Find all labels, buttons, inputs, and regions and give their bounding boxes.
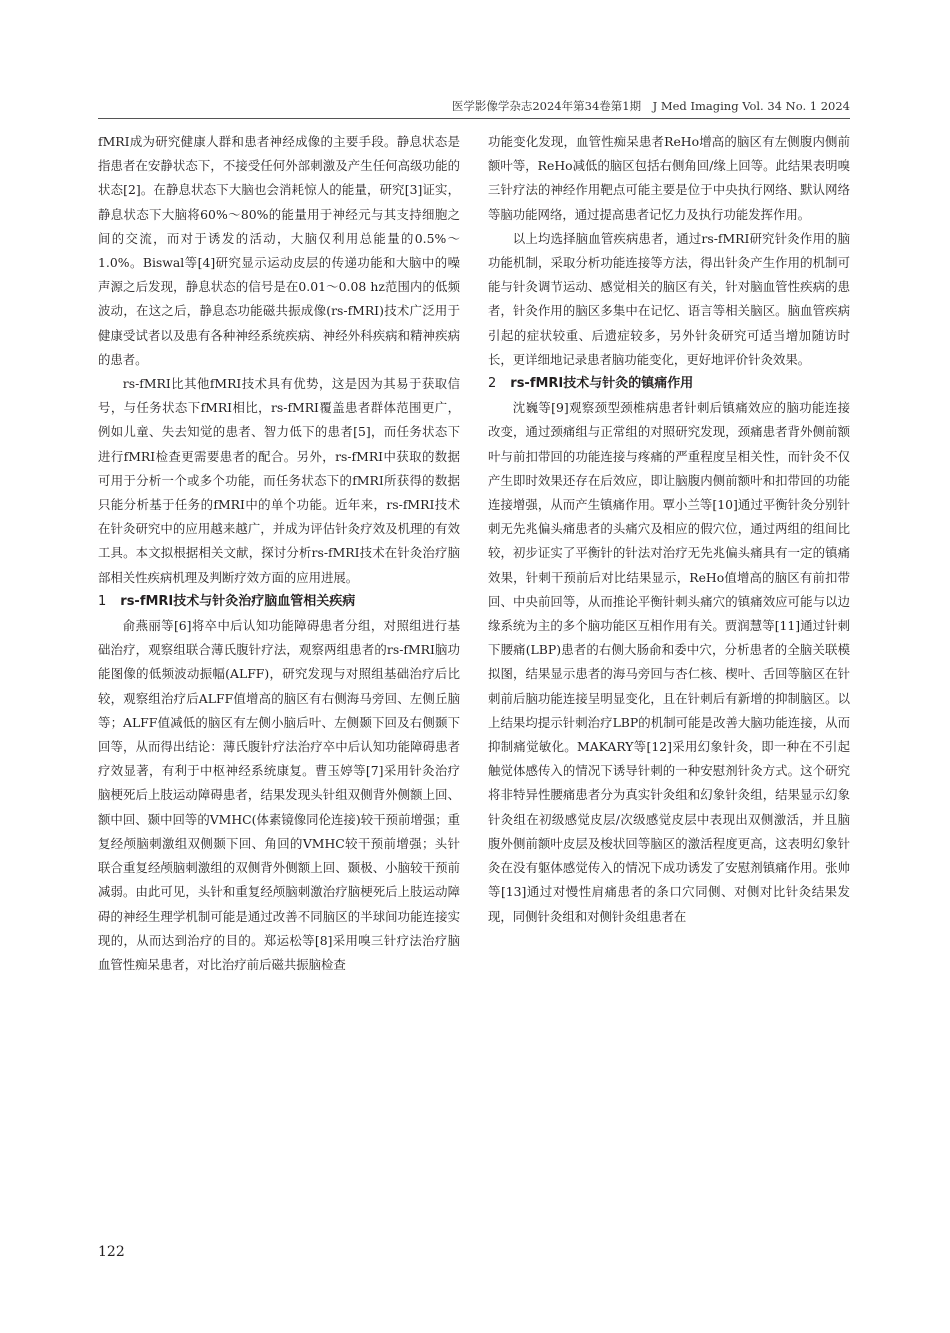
header-rule — [98, 118, 850, 119]
paragraph-left-1: fMRI成为研究健康人群和患者神经成像的主要手段。静息状态是指患者在安静状态下，不接受任何外部刺激及产生任何高级功能的状态[2]。在静息状态下大脑也会消耗惊人的能量，研究[3]证实，静息状态下大脑将60%～80%的能量用于神经元与其支持细胞之间的交流，而对于诱发的活动，大脑仅利用总能量的0.5%～1.0%。Biswal等[4]研究显示运动皮层的传递功能和大脑中的噪声源之后发现，静息状态的信号是在0.01～0.08 hz范围内的低频波动，在这之后，静息态功能磁共振成像(rs-fMRI)技术广泛用于健康受试者以及患有各种神经系统疾病、神经外科疾病和精神疾病的患者。 — [98, 134, 460, 367]
section-heading-1 — [98, 590, 460, 614]
left-column — [98, 130, 460, 977]
section-number: 1 — [98, 593, 107, 609]
page-number: 122 — [98, 1244, 125, 1260]
section-title: rs-fMRI技术与针灸的镇痛作用 — [510, 376, 694, 392]
paragraph-right-2: 以上均选择脑血管疾病患者，通过rs-fMRI研究针灸作用的脑功能机制，采取分析功能连接等方法，得出针灸产生作用的机制可能与针灸调节运动、感觉相关的脑区有关，针对脑血管性疾病的患者，针灸作用的脑区多集中在记忆、语言等相关脑区。脑血管疾病引起的症状较重、后遗症较多，另外针灸研究可适当增加随访时长，更详细地记录患者脑功能变化，更好地评价针灸效果。 — [488, 230, 850, 367]
section-number: 2 — [488, 376, 497, 392]
paragraph-left-3: 俞燕丽等[6]将卒中后认知功能障碍患者分组，对照组进行基础治疗，观察组联合薄氏腹针疗法，观察两组患者的rs-fMRI脑功能图像的低频波动振幅(ALFF)，研究发现与对照组基础治疗后比较，观察组治疗后ALFF值增高的脑区有右侧海马旁回、左侧丘脑等；ALFF值减低的脑区有左侧小脑后叶、左侧颞下回及右侧颞下回等，从而得出结论：薄氏腹针疗法治疗卒中后认知功能障碍患者疗效显著，有利于中枢神经系统康复。曹玉婷等[7]采用针灸治疗脑梗死后上肢运动障碍患者，结果发现头针组双侧背外侧额上回、额中回、颞中回等的VMHC(体素镜像同伦连接)较干预前增强；重复经颅脑刺激组双侧颞下回、角回的VMHC较干预前增强；头针联合重复经颅脑刺激组的双侧背外侧额上回、颞极、小脑较干预前减弱。由此可见，头针和重复经颅脑刺激治疗脑梗死后上肢运动障碍的神经生理学机制可能是通过改善不同脑区的半球间功能连接实现的，从而达到治疗的目的。郑运松等[8]采用嗅三针疗法治疗脑血管性痴呆患者，对比治疗前后磁共振脑检查 — [98, 618, 460, 972]
section-title: rs-fMRI技术与针灸治疗脑血管相关疾病 — [120, 593, 356, 609]
right-column — [488, 130, 850, 929]
running-header: 医学影像学杂志2024年第34卷第1期 J Med Imaging Vol. 34 No. 1 2024 — [451, 99, 850, 113]
section-heading-2 — [488, 372, 850, 396]
paragraph-left-2: rs-fMRI比其他fMRI技术具有优势，这是因为其易于获取信号，与任务状态下fMRI相比，rs-fMRI覆盖患者群体范围更广，例如儿童、失去知觉的患者、智力低下的患者[5]，而任务状态下进行fMRI检查更需要患者的配合。另外，rs-fMRI中获取的数据可用于分析一个或多个功能，而任务状态下的fMRI所获得的数据只能分析基于任务的fMRI中的单个功能。近年来，rs-fMRI技术在针灸研究中的应用越来越广，并成为评估针灸疗效及机理的有效工具。本文拟根据相关文献，探讨分析rs-fMRI技术在针灸治疗脑部相关性疾病机理及判断疗效方面的应用进展。 — [98, 376, 460, 585]
paragraph-right-1: 功能变化发现，血管性痴呆患者ReHo增高的脑区有左侧腹内侧前额叶等，ReHo减低的脑区包括右侧角回/缘上回等。此结果表明嗅三针疗法的神经作用靶点可能主要是位于中央执行网络、默认网络等脑功能网络，通过提高患者记忆力及执行功能发挥作用。 — [488, 134, 850, 222]
paragraph-right-3: 沈巍等[9]观察颈型颈椎病患者针刺后镇痛效应的脑功能连接改变，通过颈痛组与正常组的对照研究发现，颈痛患者背外侧前额叶与前扣带回的功能连接与疼痛的严重程度呈相关性，而针灸不仅产生即时效果还存在后效应，即让脑腹内侧前额叶和扣带回的功能连接增强，从而产生镇痛作用。覃小兰等[10]通过平衡针灸分别针刺无先兆偏头痛患者的头痛穴及相应的假穴位，通过两组的组间比较，初步证实了平衡针的针法对治疗无先兆偏头痛具有一定的镇痛效果，针刺干预前后对比结果显示，ReHo值增高的脑区有前扣带回、中央前回等，从而推论平衡针刺头痛穴的镇痛效应可能与以边缘系统为主的多个脑功能区互相作用有关。贾润慧等[11]通过针刺下腰痛(LBP)患者的右侧大肠俞和委中穴，分析患者的全脑关联模拟图，结果显示患者的海马旁回与杏仁核、楔叶、舌回等脑区在针刺前后脑功能连接呈明显变化，且在针刺后有新增的抑制脑区。以上结果均提示针刺治疗LBP的机制可能是改善大脑功能连接，从而抑制痛觉敏化。MAKARY等[12]采用幻象针灸，即一种在不引起触觉体感传入的情况下诱导针刺的一种安慰剂针灸方式。这个研究将非特异性腰痛患者分为真实针灸组和幻象针灸组，结果显示幻象针灸组在初级感觉皮层/次级感觉皮层中表现出双侧激活，并且脑腹外侧前额叶皮层及梭状回等脑区的激活程度更高，这表明幻象针灸在没有躯体感觉传入的情况下成功诱发了安慰剂镇痛作用。张帅等[13]通过对慢性肩痛患者的条口穴同侧、对侧对比针灸结果发现，同侧针灸组和对侧针灸组患者在 — [488, 400, 850, 924]
